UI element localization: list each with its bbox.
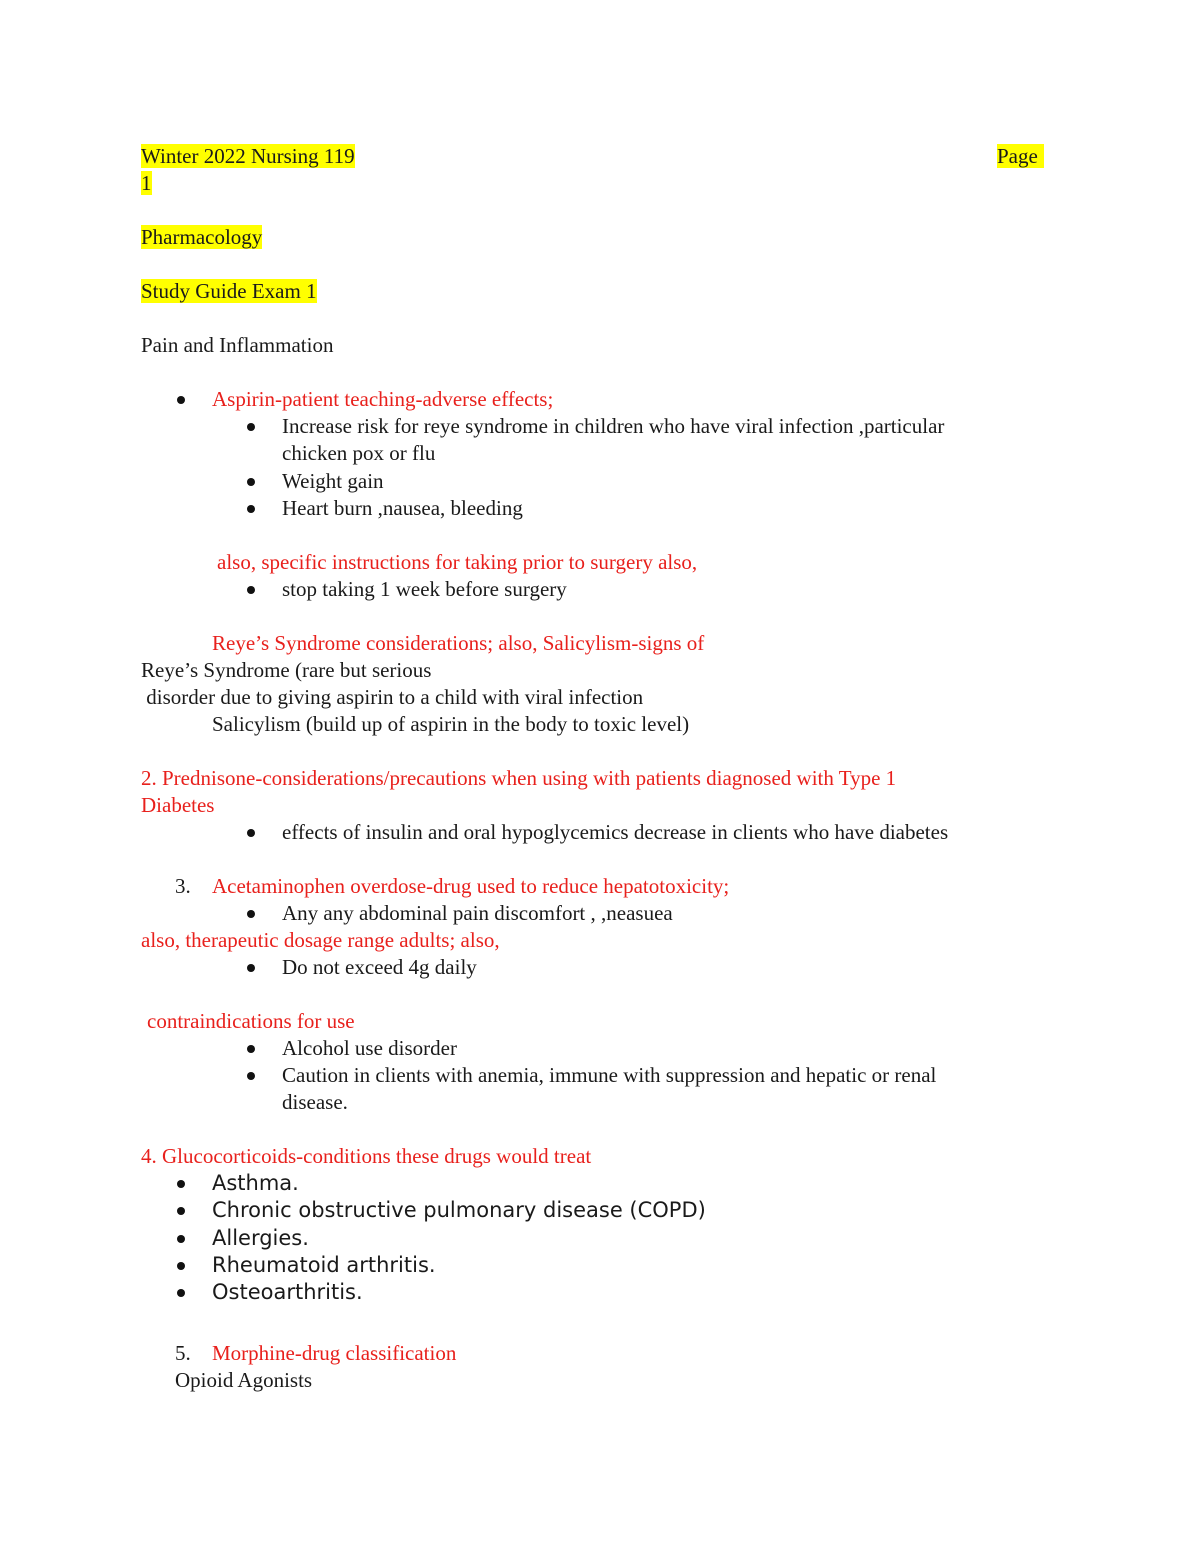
contraindications-heading: contraindications for use [147, 1009, 355, 1033]
aspirin-surgery-item: stop taking 1 week before surgery [282, 577, 567, 601]
morphine-number: 5. [175, 1341, 191, 1365]
section-title: Pain and Inflammation [141, 333, 334, 357]
morphine-answer: Opioid Agonists [175, 1368, 313, 1392]
prednisone-item: effects of insulin and oral hypoglycemics decrease in clients who have diabetes [282, 820, 949, 844]
contraindication-item-continued: disease. [282, 1090, 348, 1114]
reye-heading: Reye’s Syndrome considerations; also, Salicylism-signs of [212, 631, 705, 655]
reye-text: Reye’s Syndrome (rare but serious [141, 658, 432, 682]
glucocorticoid-condition-item: Osteoarthritis. [212, 1280, 363, 1304]
reye-text: disorder due to giving aspirin to a child with viral infection [141, 685, 644, 709]
guide-title: Study Guide Exam 1 [141, 279, 317, 303]
header-page-number: 1 [141, 171, 152, 195]
aspirin-effect-item: Heart burn ,nausea, bleeding [282, 496, 523, 520]
header-page-label: Page [997, 143, 1044, 170]
acetaminophen-dosage-heading: also, therapeutic dosage range adults; also, [141, 928, 500, 952]
subject-title: Pharmacology [141, 225, 263, 249]
acetaminophen-dosage-item: Do not exceed 4g daily [282, 955, 477, 979]
aspirin-effect-item: Increase risk for reye syndrome in children who have viral infection ,particular [282, 414, 945, 438]
glucocorticoid-condition-item: Rheumatoid arthritis. [212, 1253, 436, 1277]
aspirin-effect-item: Weight gain [282, 469, 384, 493]
glucocorticoid-condition-item: Chronic obstructive pulmonary disease (COPD) [212, 1198, 706, 1222]
glucocorticoid-condition-item: Asthma. [212, 1171, 299, 1195]
aspirin-surgery-heading: also, specific instructions for taking prior to surgery also, [217, 550, 698, 574]
prednisone-heading: 2. Prednisone-considerations/precautions when using with patients diagnosed with Type 1 [141, 766, 897, 790]
glucocorticoids-heading: 4. Glucocorticoids-conditions these drugs would treat [141, 1144, 592, 1168]
salicylism-text: Salicylism (build up of aspirin in the body to toxic level) [212, 712, 690, 736]
morphine-heading: Morphine-drug classification [212, 1341, 457, 1365]
acetaminophen-heading: Acetaminophen overdose-drug used to reduce hepatotoxicity; [212, 874, 730, 898]
contraindication-item: Caution in clients with anemia, immune with suppression and hepatic or renal [282, 1063, 937, 1087]
acetaminophen-item: Any any abdominal pain discomfort , ,neasuea [282, 901, 673, 925]
contraindication-item: Alcohol use disorder [282, 1036, 457, 1060]
acetaminophen-number: 3. [175, 874, 191, 898]
prednisone-heading-continued: Diabetes [141, 793, 215, 817]
glucocorticoid-condition-item: Allergies. [212, 1226, 309, 1250]
aspirin-heading: Aspirin-patient teaching-adverse effects; [212, 387, 554, 411]
header-title: Winter 2022 Nursing 119 [141, 144, 355, 168]
aspirin-effect-item-continued: chicken pox or flu [282, 441, 436, 465]
